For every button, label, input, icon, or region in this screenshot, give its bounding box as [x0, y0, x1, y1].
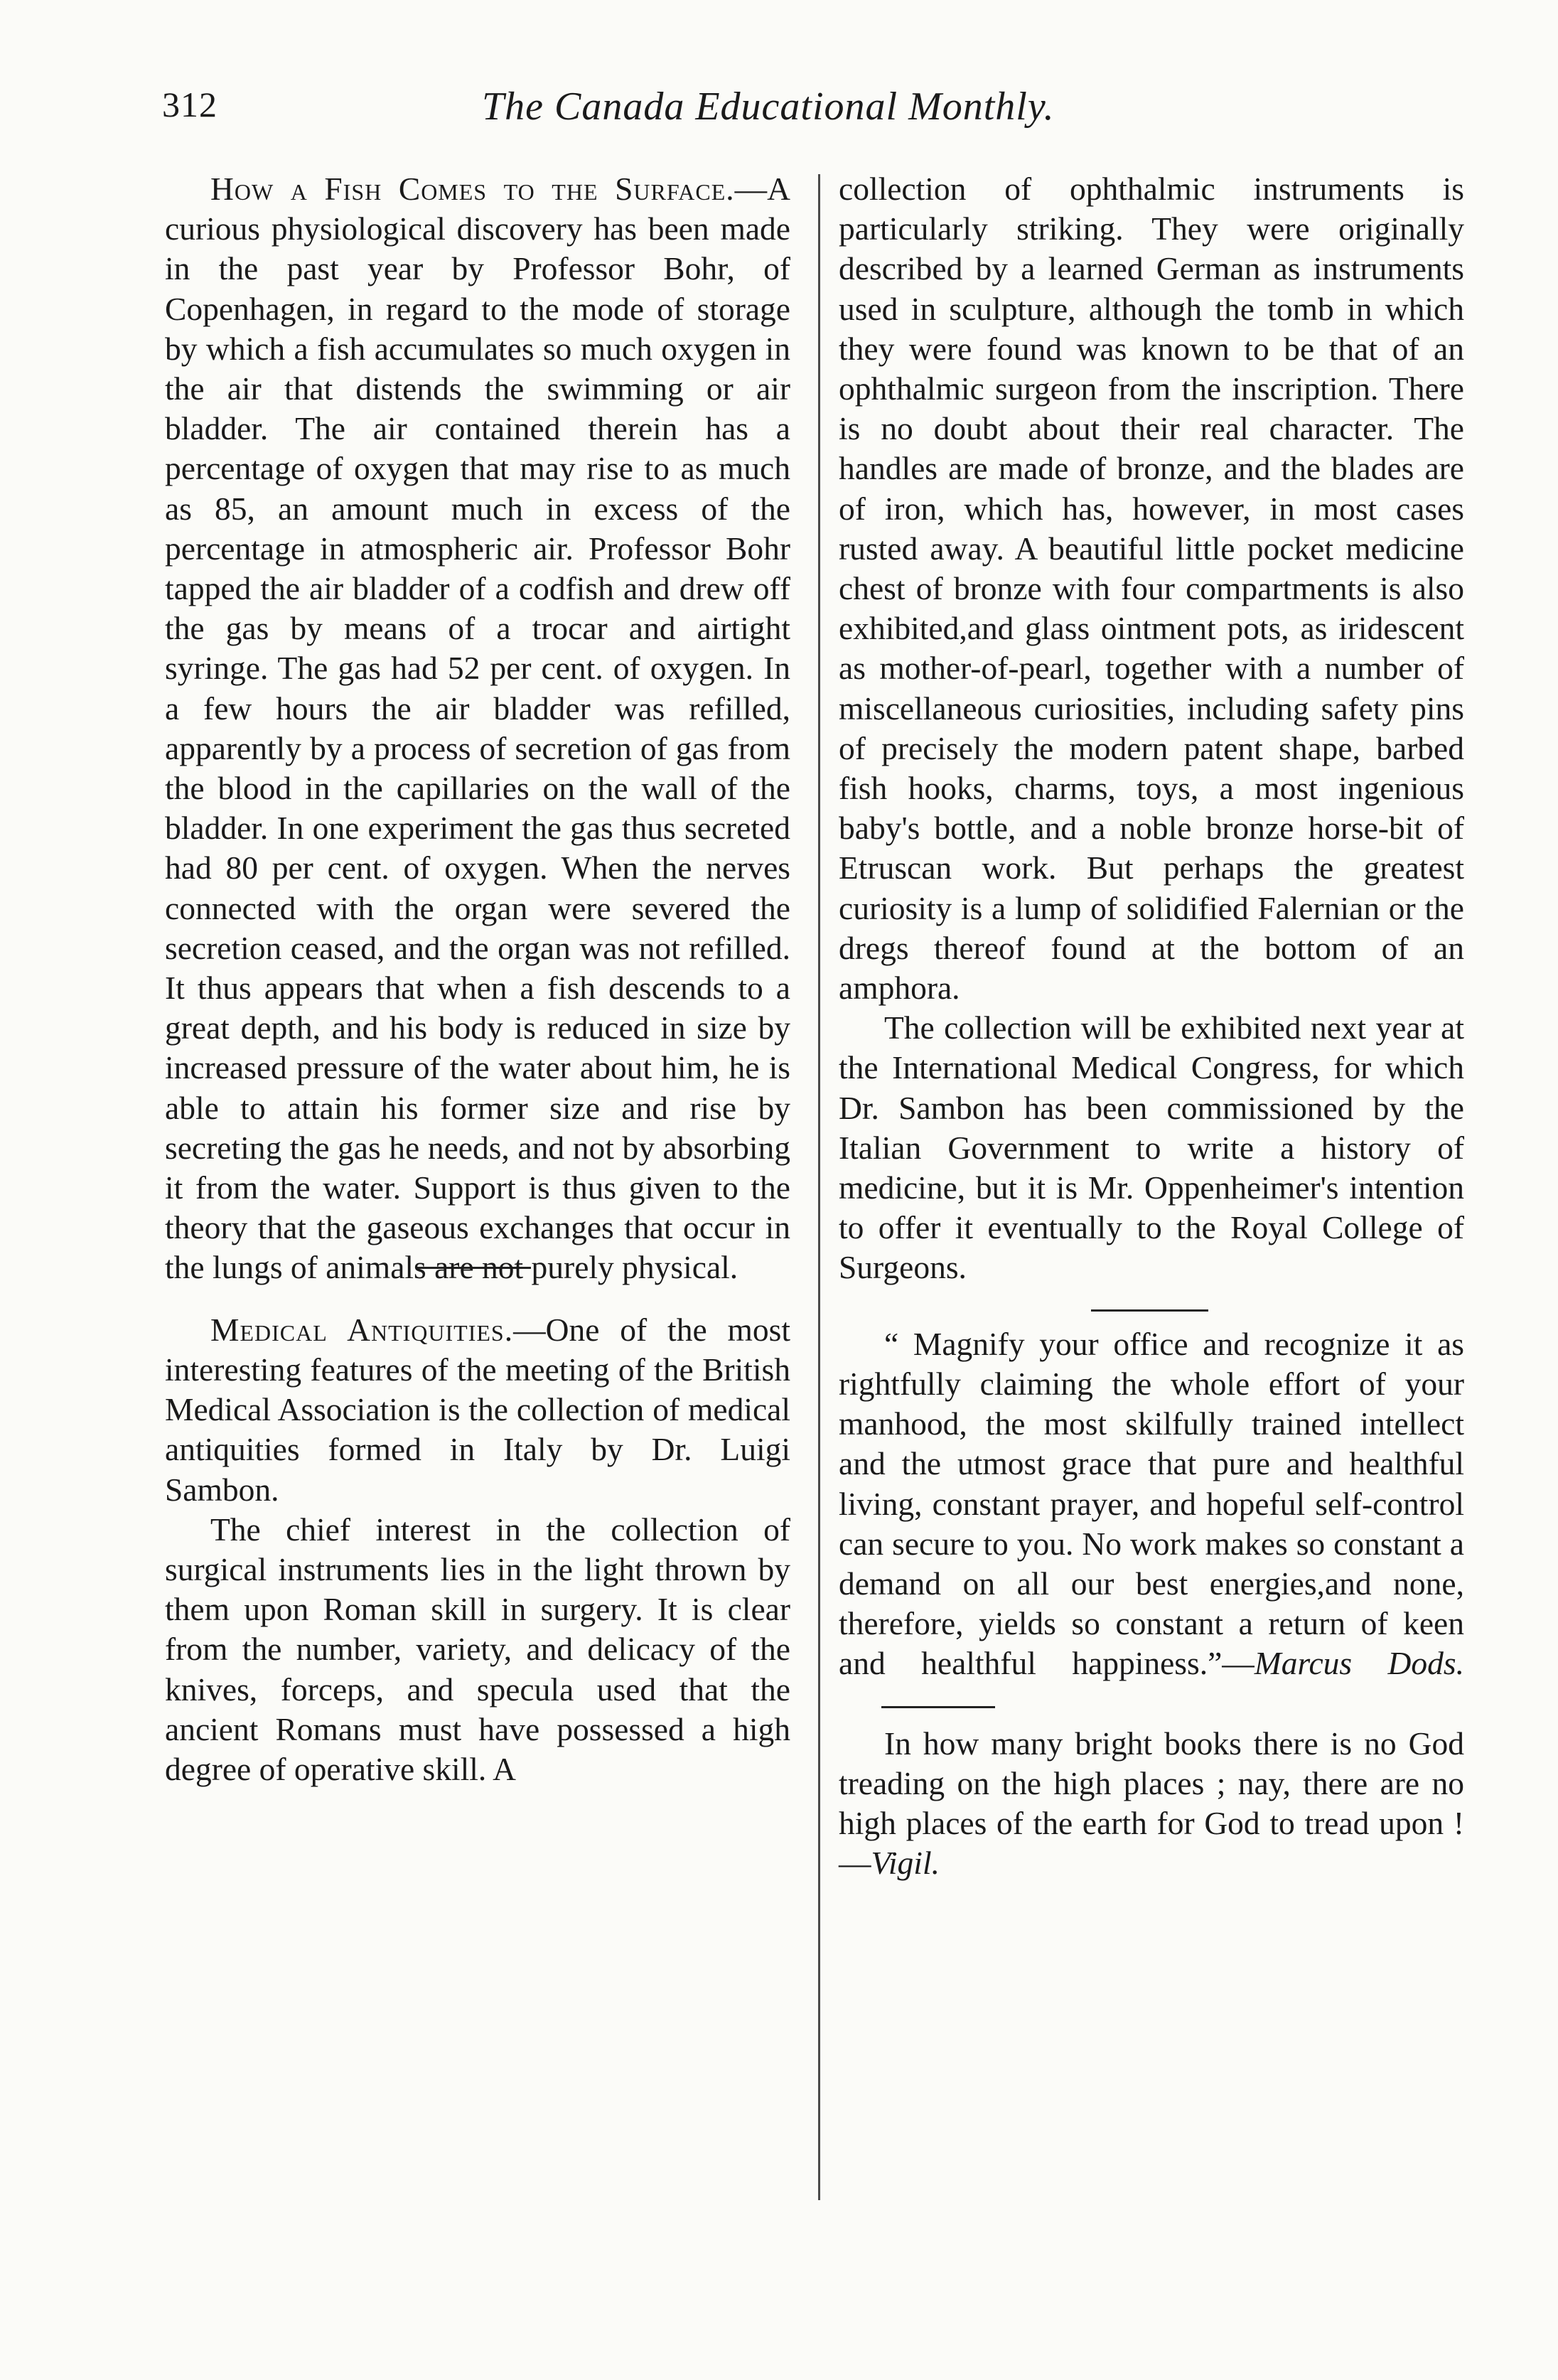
fish-article-body: —A curious physiological discovery has been made in the past year by Professor Bohr, of Copenhagen, in regard to the mode of storage by which a fish accumulates so much oxygen in the air that distends the swimming or air bladder. The air contained therein has a percentage of oxygen that may rise to as much as 85, an amount much in excess of the percentage in atmospheric air. Professor Bohr tapped the air bladder of a codfish and drew off the gas by means of a trocar and airtight syringe. The gas had 52 per cent. of oxygen. In a few hours the air bladder was refilled, apparently by a process of secretion of gas from the blood in the capillaries on the wall of the bladder. In one experiment the gas thus secreted had 80 per cent. of oxygen. When the nerves connected with the organ were severed the secretion ceased, and the organ was not refilled. It thus appears that when a fish descends to a great depth, and his body is reduced in size by increased pressure of the water about him, he is able to attain his former size and rise by secreting the gas he needs, and not by absorbing it from the water. Support is thus given to the theory that the gaseous exchanges that occur in the lungs of animals are not purely physical. — [165, 171, 790, 1286]
antiquities-article-paragraph — [165, 1310, 790, 1510]
vigil-body: In how many bright books there is no God treading on the high places ; nay, there are no high places of the earth for God to tread upon !— — [839, 1725, 1464, 1882]
quote-author: Marcus Dods. — [1254, 1645, 1464, 1682]
fish-article-paragraph — [165, 169, 790, 1288]
quote-body: “ Magnify your office and recognize it as rightfully claiming the whole effort of your manhood, the most skilfully trained intellect and the utmost grace that pure and healthful living, constant prayer, and hopeful self-control can secure to you. No work makes so constant a demand on all our best energies,and none, therefore, yields so constant a return of keen and healthful happiness.”— — [839, 1325, 1464, 1682]
fish-article-title: How a Fish Comes to the Surface. — [210, 171, 735, 207]
vigil-author: Vigil. — [871, 1845, 940, 1882]
left-column — [165, 169, 790, 1789]
running-title: The Canada Educational Monthly. — [482, 85, 1055, 129]
antiquities-article-title: Medical Antiquities. — [210, 1311, 514, 1348]
section-divider — [1091, 1309, 1208, 1312]
column-rule — [818, 174, 820, 2200]
vigil-paragraph — [839, 1724, 1464, 1884]
page-header — [162, 84, 1441, 141]
quote-paragraph — [839, 1324, 1464, 1724]
section-divider — [881, 1706, 995, 1708]
antiquities-continuation: collection of ophthalmic instruments is particularly striking. They were originally described by a learned German as instruments used in sculpture, although the tomb in which they were found was known to be that of an ophthalmic surgeon from the inscription. There is no doubt about their real character. The handles are made of bronze, and the blades are of iron, which has, however, in most cases rusted away. A beautiful little pocket medicine chest of bronze with four compartments is also exhibited,and glass ointment pots, as iridescent as mother-of-pearl, together with a number of miscellaneous curiosities, including safety pins of precisely the modern patent shape, barbed fish hooks, charms, toys, a most ingenious baby's bottle, and a noble bronze horse-bit of Etruscan work. But perhaps the greatest curiosity is a lump of solidified Falernian or the dregs thereof found at the bottom of an amphora. — [839, 171, 1464, 1007]
antiquities-article-body: —One of the most interesting features of the meeting of the British Medical Association is the collection of medical antiquities formed in Italy by Dr. Luigi Sambon. — [165, 1311, 790, 1508]
antiquities-article-paragraph-2: The chief interest in the collection of surgical instruments lies in the light thrown by them upon Roman skill in surgery. It is clear from the number, variety, and delicacy of the knives, forceps, and specula used that the ancient Romans must have possessed a high degree of operative skill. A — [165, 1511, 790, 1787]
collection-paragraph: The collection will be exhibited next year at the International Medical Congress, for which Dr. Sambon has been commissioned by the Italian Government to write a history of medicine, but it is Mr. Oppenheimer's intention to offer it eventually to the Royal College of Surgeons. — [839, 1009, 1464, 1286]
right-column — [839, 169, 1464, 1884]
page-number: 312 — [162, 85, 217, 124]
